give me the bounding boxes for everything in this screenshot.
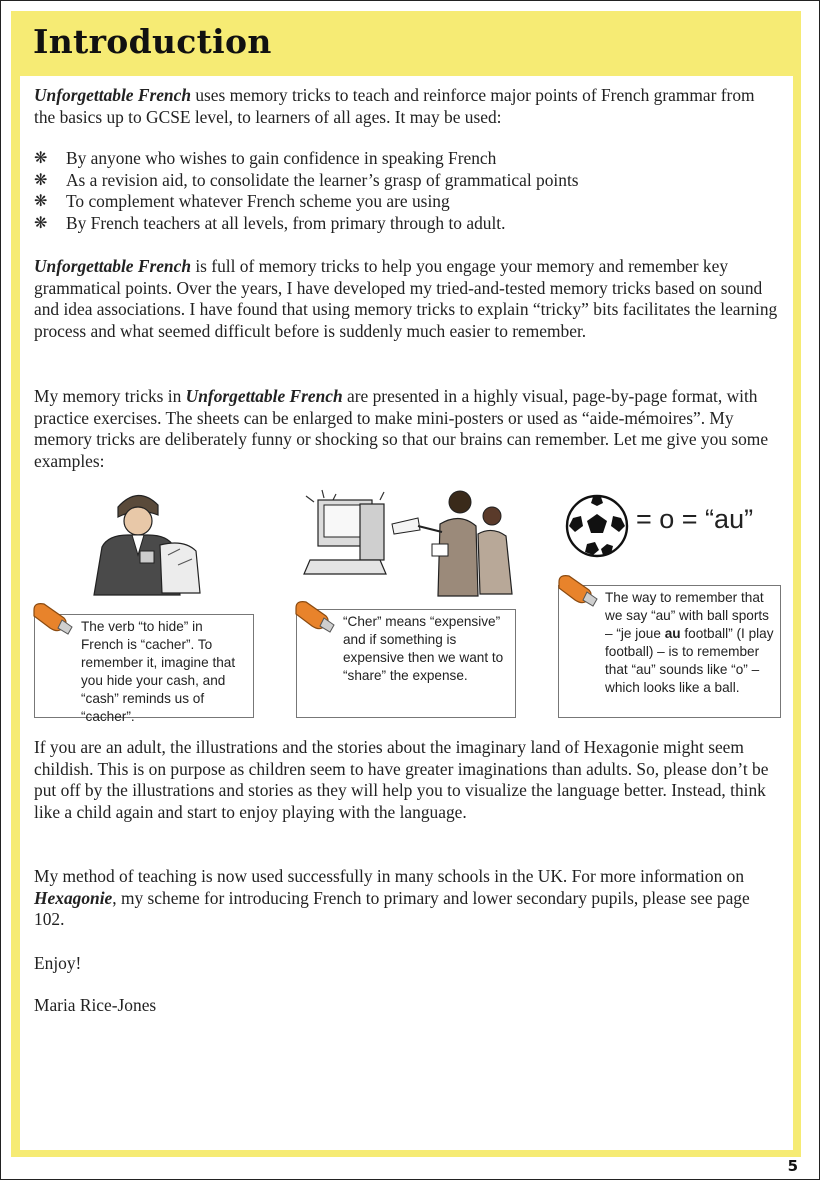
list-item: ❋ To complement whatever French scheme you are using (34, 191, 450, 212)
page-number: 5 (787, 1157, 798, 1175)
book-title: Unforgettable French (34, 85, 191, 105)
usage-list (34, 148, 778, 234)
intro-text: uses memory tricks to teach and reinforce major points of French grammar from the basics up to GCSE level, to learners of all ages. It may be used: (34, 85, 755, 127)
au-equation: = o = “au” (636, 504, 754, 534)
computer-sharing-illustration (300, 486, 522, 598)
note-cacher: The verb “to hide” in French is “cacher”. To remember it, imagine that you hide your cash, and “cash” reminds us of “cacher”. (34, 614, 254, 718)
note-cher: “Cher” means “expensive” and if something is expensive then we want to “share” the expense. (296, 609, 516, 718)
paragraph-2: Unforgettable French is full of memory tricks to help you engage your memory and remember key grammatical points. Over the years, I have developed my tried-and-tested memory tricks based on sound and idea associations. I have found that using memory tricks to explain “tricky” bits facilitates the learning process and what seemed difficult before is suddenly much easier to remember. (34, 256, 778, 341)
bullet-icon: ❋ (34, 171, 48, 189)
note-au: The way to remember that we say “au” with ball sports – “je joue au football” (I play football) – is to remember that “au” sounds like “o” – which looks like a ball. (558, 585, 781, 718)
closing: Enjoy! (34, 953, 82, 973)
list-item: ❋ By French teachers at all levels, from primary through to adult. (34, 212, 506, 233)
author-name: Maria Rice-Jones (34, 995, 157, 1015)
book-title: Unforgettable French (185, 386, 343, 406)
bullet-icon: ❋ (34, 193, 48, 211)
man-hiding-cash-illustration (88, 485, 208, 597)
paragraph-3: My memory tricks in Unforgettable French are presented in a highly visual, page-by-page format, with practice exercises. The sheets can be enlarged to make mini-posters or used as “aide-mémoires”. My memory tricks are deliberately funny or shocking so that our brains can remember. Let me give you some examples: (34, 386, 769, 471)
page-title: Introduction (33, 22, 272, 61)
bullet-icon: ❋ (34, 150, 48, 167)
book-title: Unforgettable French (34, 256, 191, 276)
intro-paragraph (34, 85, 778, 128)
usb-stick-icon (30, 600, 78, 638)
paragraph-5: My method of teaching is now used successfully in many schools in the UK. For more information on Hexagonie, my scheme for introducing French to primary and lower secondary pupils, please see page 102. (34, 866, 750, 930)
football-illustration (565, 494, 629, 558)
list-item: ❋ By anyone who wishes to gain confidence in speaking French (34, 148, 497, 168)
bullet-icon: ❋ (34, 214, 48, 232)
usb-stick-icon (292, 598, 340, 636)
list-item: ❋ As a revision aid, to consolidate the learner’s grasp of grammatical points (34, 169, 579, 190)
paragraph-4: If you are an adult, the illustrations and the stories about the imaginary land of Hexagonie might seem childish. This is on purpose as children seem to have greater imaginations than adults. So, please don’t be put off by the illustrations and stories as they will help you to visualize the language better. Instead, think like a child again and start to enjoy playing with the language. (34, 737, 769, 822)
usb-stick-icon (555, 572, 603, 610)
scheme-name: Hexagonie (34, 887, 113, 908)
